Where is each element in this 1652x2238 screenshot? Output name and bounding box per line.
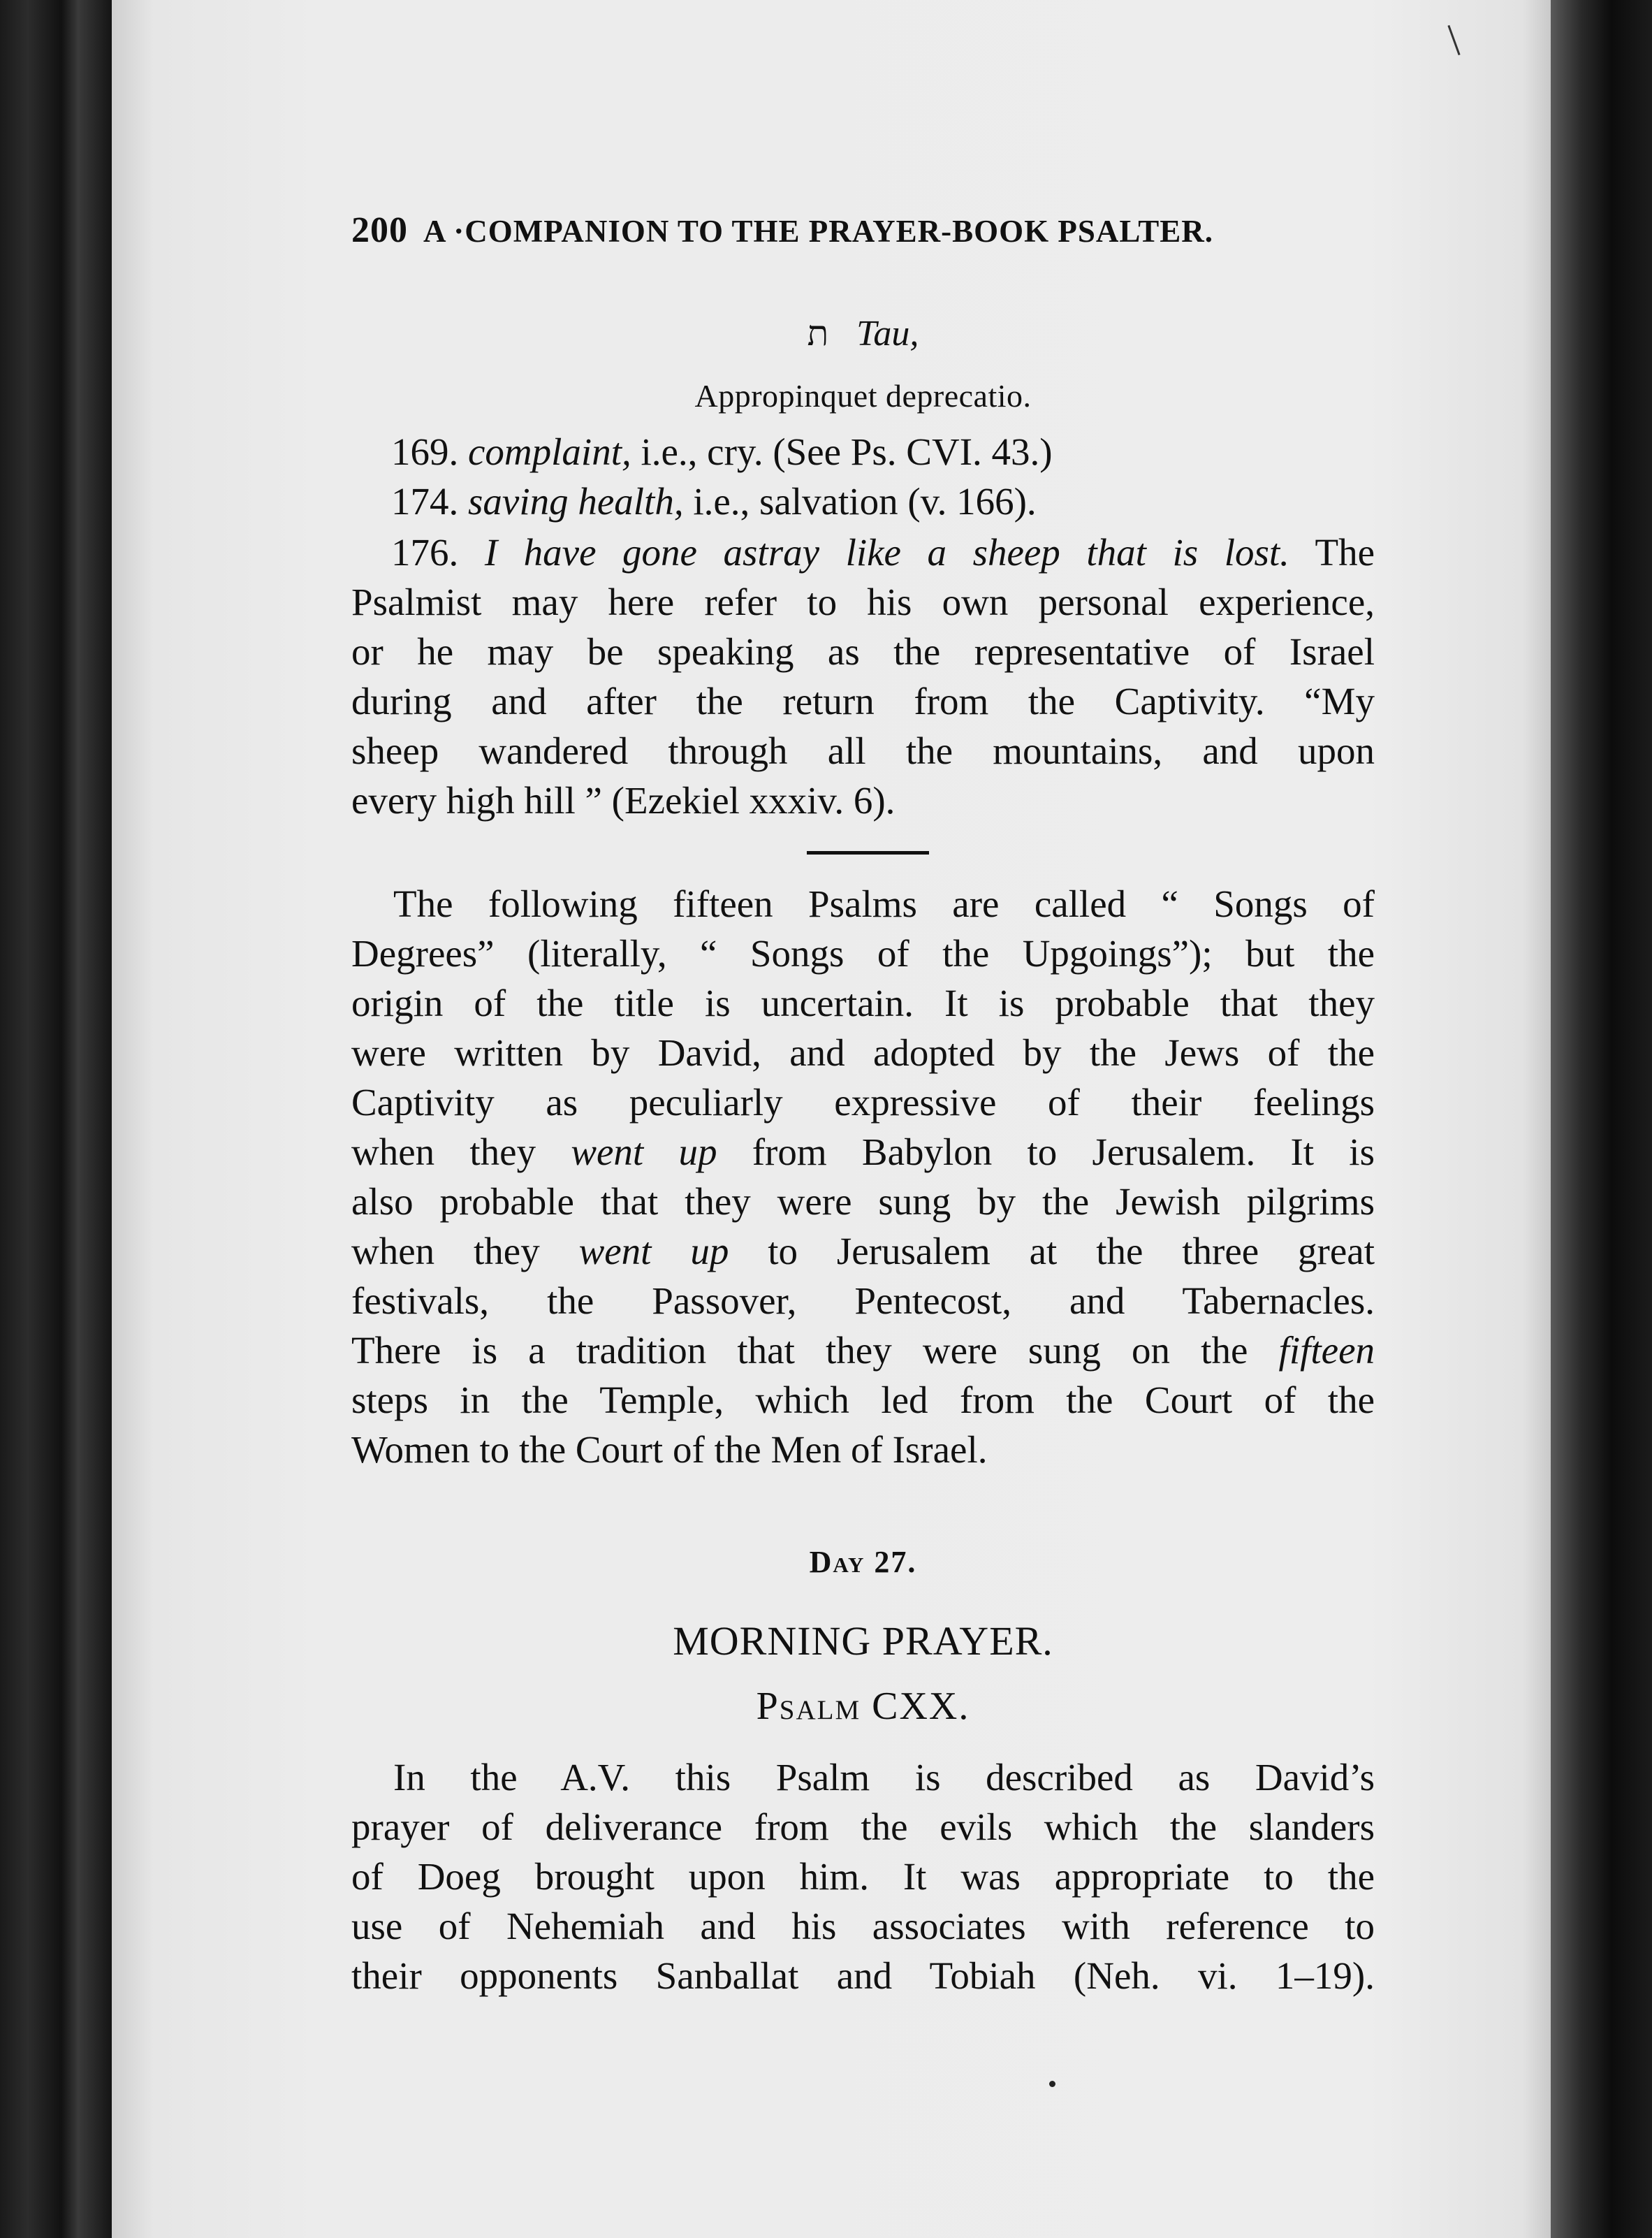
book-binding-left — [0, 0, 112, 2238]
latin-subtitle: Appropinquet deprecatio. — [694, 378, 1032, 414]
running-header — [351, 210, 1315, 251]
verse-term: saving health, — [468, 480, 684, 523]
paragraph-line: prayer of deliverance from the evils which the slanders — [351, 1805, 1375, 1848]
verse-note: i.e., cry. (See Ps. CVI. 43.) — [631, 430, 1053, 473]
paragraph-line: sheep wandered through all the mountains, and upon — [351, 729, 1375, 772]
hebrew-letter: ת — [807, 314, 829, 353]
psalm-heading: Psalm CXX. — [756, 1685, 970, 1728]
paragraph-line: during and after the return from the Captivity. “My — [351, 680, 1375, 722]
paragraph-line: use of Nehemiah and his associates with reference to — [351, 1905, 1375, 1947]
paragraph-line: when they went up to Jerusalem at the three great — [351, 1230, 1375, 1272]
paragraph-line: also probable that they were sung by the Jewish pilgrims — [351, 1180, 1375, 1223]
paragraph-line: of Doeg brought upon him. It was appropriate to the — [351, 1855, 1375, 1898]
paragraph-line: The following fifteen Psalms are called “ Songs of — [393, 882, 1375, 925]
paragraph-line: when they went up from Babylon to Jerusalem. It is — [351, 1131, 1375, 1173]
paragraph-line: their opponents Sanballat and Tobiah (Neh. vi. 1–19). — [351, 1954, 1375, 1997]
paragraph-line: Degrees” (literally, “ Songs of the Upgoings”); but the — [351, 932, 1375, 975]
verse-note: i.e., salvation (v. 166). — [683, 480, 1037, 523]
day-heading: Day 27. — [809, 1545, 917, 1579]
paragraph-line: Women to the Court of the Men of Israel. — [351, 1428, 988, 1471]
paragraph-line: or he may be speaking as the representative of Israel — [351, 630, 1375, 673]
section-divider — [807, 851, 929, 855]
ink-speck — [1049, 2081, 1055, 2087]
paragraph-line: steps in the Temple, which led from the Court of the — [351, 1379, 1375, 1421]
paragraph-line: In the A.V. this Psalm is described as David’s — [393, 1756, 1375, 1799]
paragraph-line: 176. I have gone astray like a sheep that is lost. The — [391, 531, 1375, 574]
psalm-cxx-paragraph — [351, 1752, 1375, 2000]
letter-name: Tau, — [856, 314, 919, 354]
section-heading — [351, 313, 1375, 354]
paragraph-line: There is a tradition that they were sung on the fifteen — [351, 1329, 1375, 1372]
paragraph-line: Psalmist may here refer to his own personal experience, — [351, 581, 1375, 623]
paragraph-line: were written by David, and adopted by the Jews of the — [351, 1031, 1375, 1074]
book-edge-right — [1551, 0, 1652, 2238]
service-heading: MORNING PRAYER. — [673, 1618, 1053, 1664]
paragraph-line: origin of the title is uncertain. It is probable that they — [351, 982, 1375, 1024]
verse-number: 169. — [391, 430, 459, 473]
paragraph-line: Captivity as peculiarly expressive of their feelings — [351, 1081, 1375, 1124]
verse-number: 174. — [391, 480, 459, 523]
page-number: 200 — [351, 210, 408, 250]
paragraph-line: every high hill ” (Ezekiel xxxiv. 6). — [351, 779, 896, 822]
songs-of-degrees-paragraph — [351, 879, 1375, 1474]
verse-174 — [391, 479, 1037, 523]
verse-169 — [391, 430, 1053, 474]
verse-176-paragraph — [351, 528, 1375, 825]
paragraph-line: festivals, the Passover, Pentecost, and Tabernacles. — [351, 1279, 1375, 1322]
verse-term: complaint, — [468, 430, 631, 473]
running-title: A ·COMPANION TO THE PRAYER-BOOK PSALTER. — [423, 214, 1214, 249]
